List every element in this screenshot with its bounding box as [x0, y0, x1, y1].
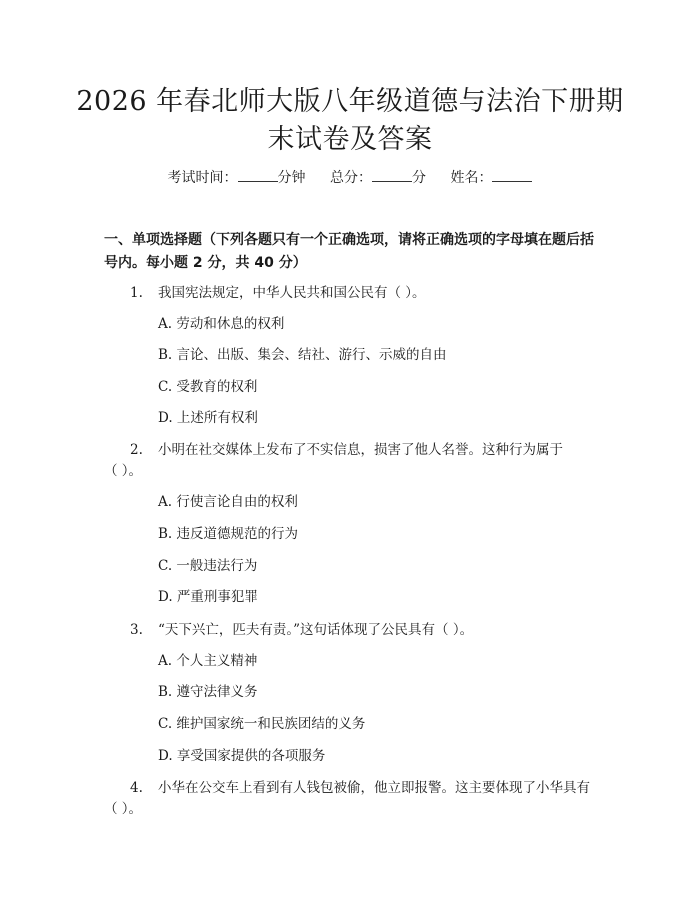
question-text: 小华在公交车上看到有人钱包被偷，他立即报警。这主要体现了小华具有: [158, 780, 590, 796]
total-score-field: [330, 170, 426, 186]
question-4: [130, 778, 590, 798]
exam-time-blank: [238, 169, 278, 182]
total-score-unit: 分: [412, 170, 426, 186]
option-3b: B. 遵守法律义务: [158, 684, 258, 700]
question-number: 2.: [130, 442, 143, 458]
question-2-cont: （ ）。: [104, 463, 143, 479]
exam-time-label: 考试时间：: [167, 170, 238, 186]
question-text: “天下兴亡，匹夫有责。”这句话体现了公民具有（ ）。: [158, 622, 474, 638]
option-2a: A. 行使言论自由的权利: [158, 494, 298, 510]
exam-info: [0, 168, 700, 188]
question-3: [130, 620, 473, 640]
question-text: 小明在社交媒体上发布了不实信息，损害了他人名誉。这种行为属于: [158, 442, 563, 458]
section-heading-line-1: 一、单项选择题（下列各题只有一个正确选项，请将正确选项的字母填在题后括: [104, 232, 594, 248]
total-score-blank: [372, 169, 412, 182]
question-text: 我国宪法规定，中华人民共和国公民有（ ）。: [158, 285, 426, 301]
section-heading-line-2: 号内。每小题 2 分，共 40 分）: [104, 255, 307, 271]
student-name-label: 姓名：: [450, 170, 493, 186]
exam-time-field: [168, 170, 306, 186]
option-2b: B. 违反道德规范的行为: [158, 526, 299, 542]
option-1a: A. 劳动和休息的权利: [158, 316, 285, 332]
option-3a: A. 个人主义精神: [158, 653, 258, 669]
student-name-blank: [492, 169, 532, 182]
option-1c: C. 受教育的权利: [158, 379, 258, 395]
question-number: 3.: [130, 622, 143, 638]
option-3d: D. 享受国家提供的各项服务: [158, 748, 326, 764]
total-score-label: 总分：: [330, 170, 372, 186]
option-2d: D. 严重刑事犯罪: [158, 589, 258, 605]
option-3c: C. 维护国家统一和民族团结的义务: [158, 716, 366, 732]
question-number: 4.: [130, 780, 143, 796]
doc-title-line-2: 末试卷及答案: [267, 124, 433, 155]
option-1d: D. 上述所有权利: [158, 410, 258, 426]
question-1: [130, 283, 426, 303]
exam-time-unit: 分钟: [277, 170, 306, 186]
student-name-field: [450, 170, 532, 186]
option-2c: C. 一般违法行为: [158, 558, 258, 574]
question-number: 1.: [130, 285, 143, 301]
question-4-cont: （ ）。: [104, 801, 143, 817]
section-heading: [104, 229, 614, 275]
option-1b: B. 言论、出版、集会、结社、游行、示威的自由: [158, 347, 447, 363]
question-2: [130, 440, 563, 460]
doc-title-line-1: 2026 年春北师大版八年级道德与法治下册期: [76, 86, 624, 117]
